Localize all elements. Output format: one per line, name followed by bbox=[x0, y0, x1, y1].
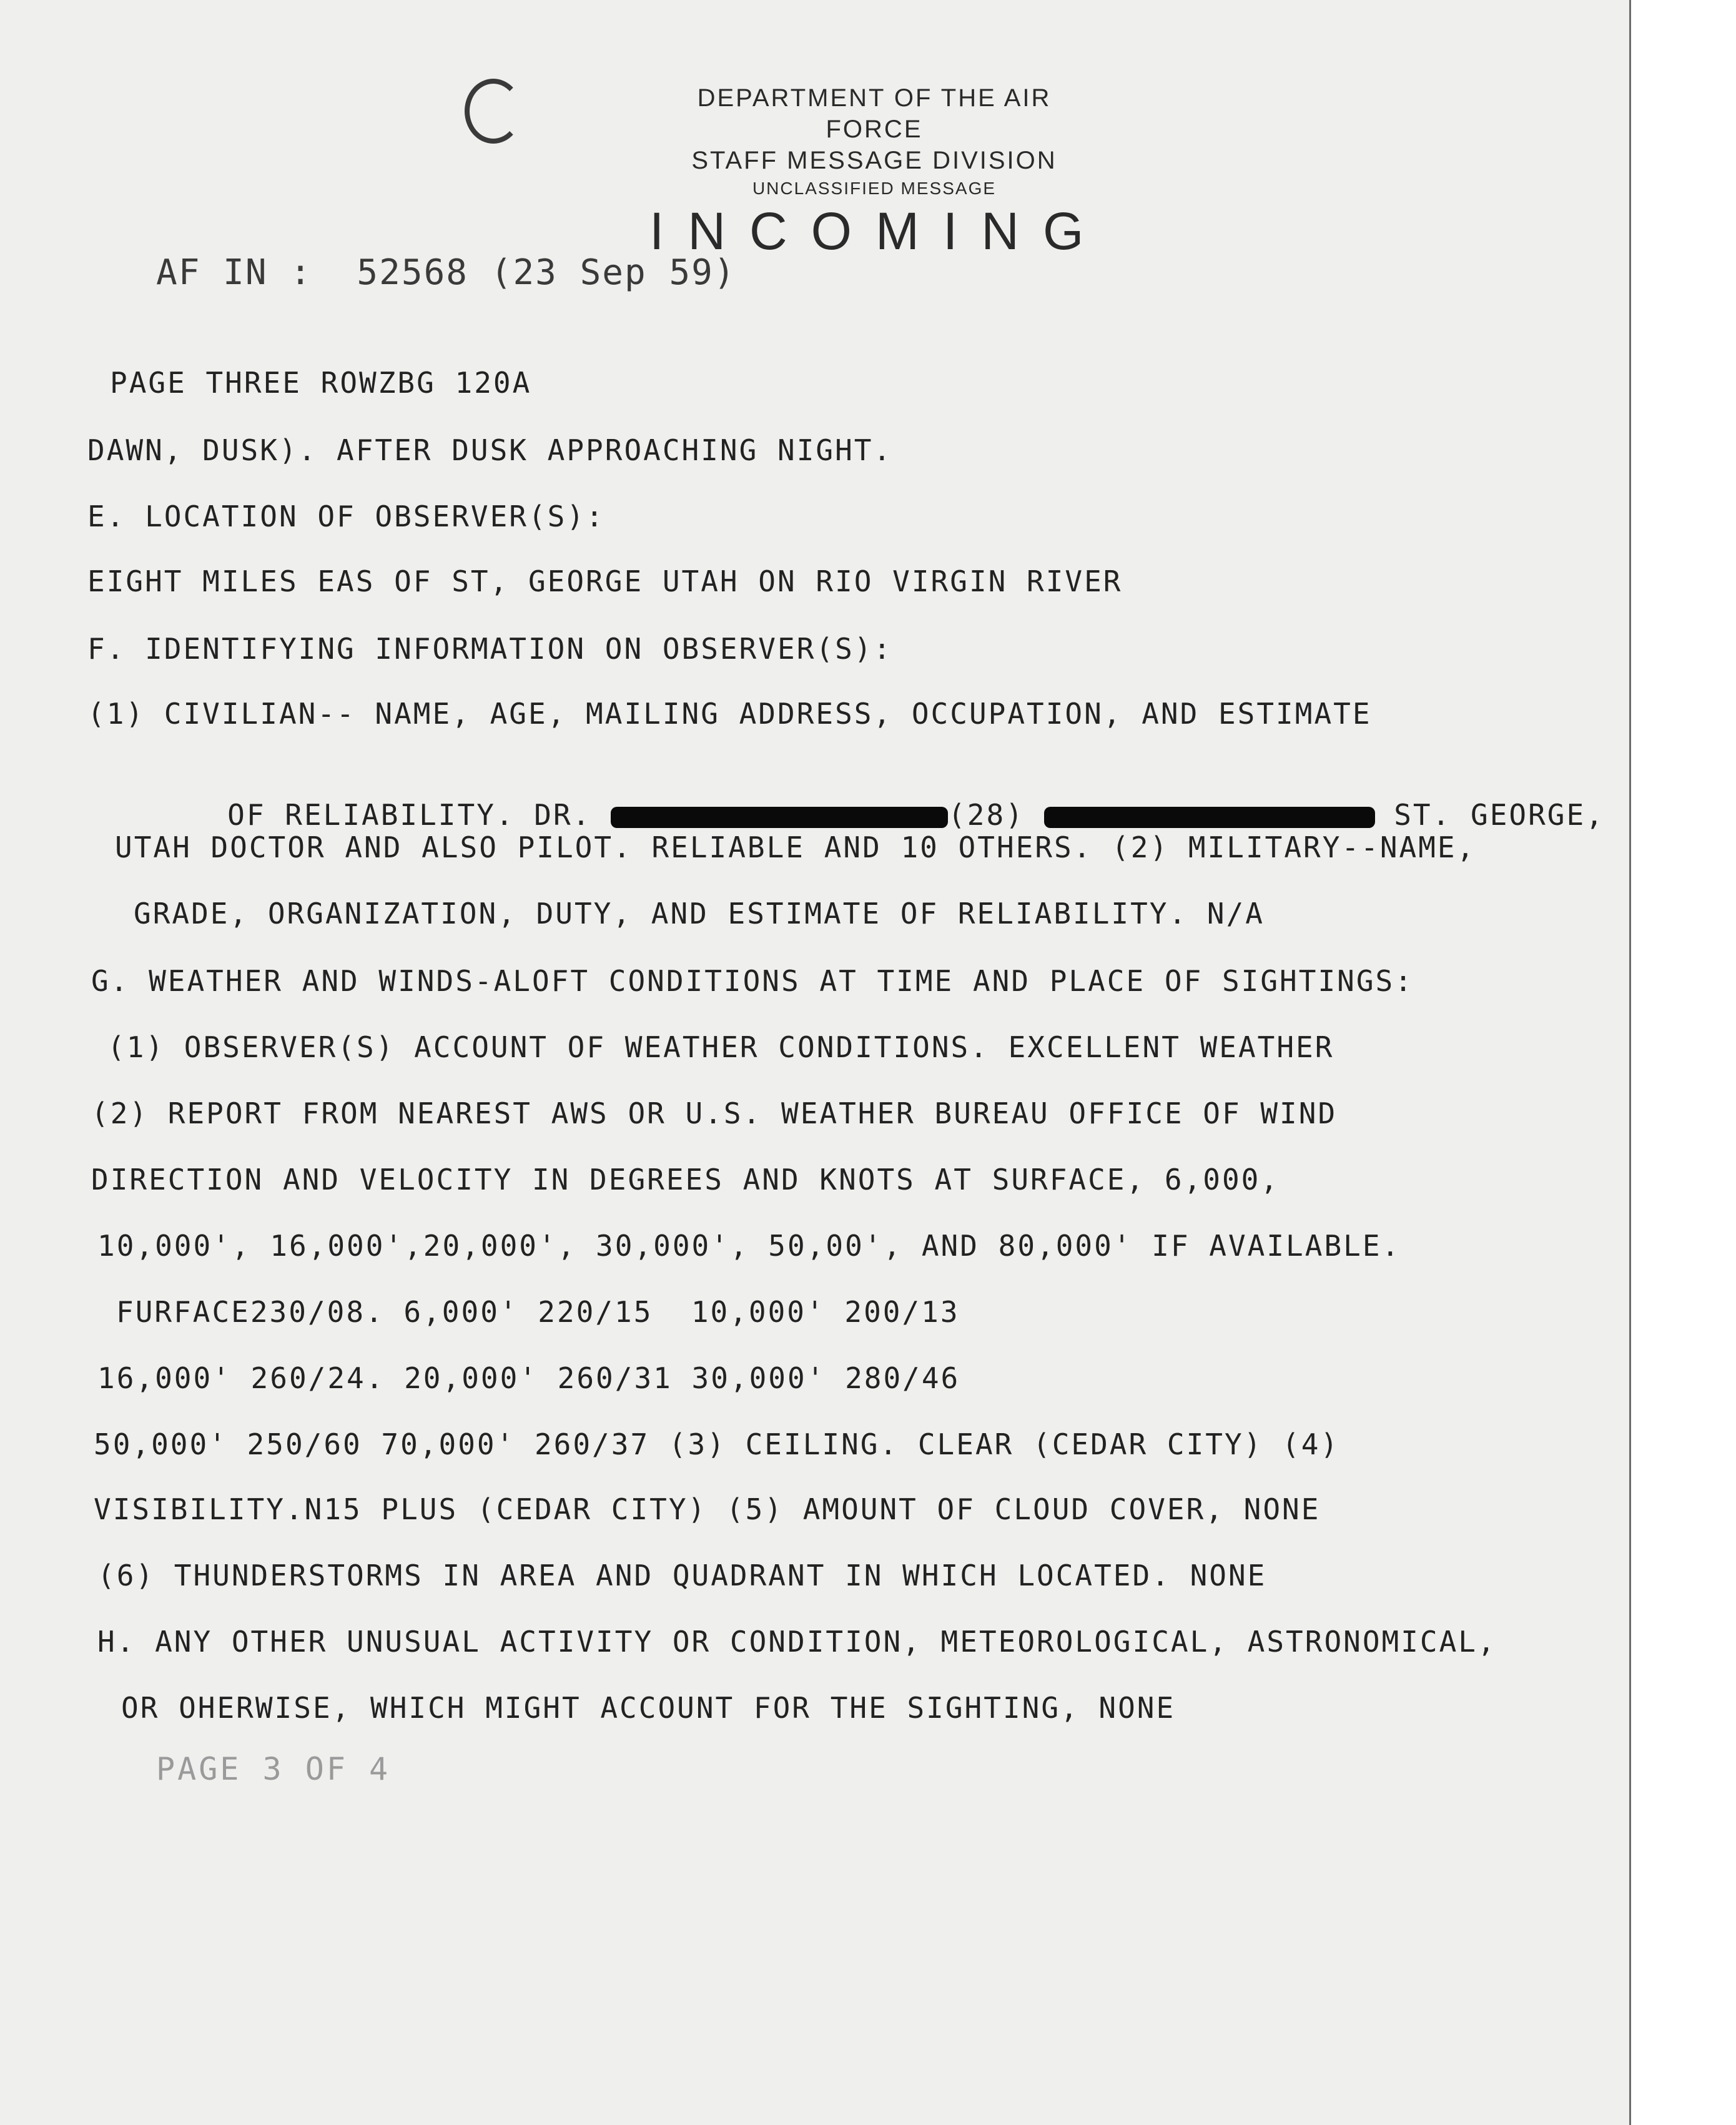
body-line: VISIBILITY.N15 PLUS (CEDAR CITY) (5) AMOUNT OF CLOUD COVER, NONE bbox=[94, 1492, 1321, 1526]
reliability-text-start: OF RELIABILITY. DR. bbox=[227, 798, 611, 832]
body-line: FURFACE230/08. 6,000' 220/15 10,000' 200/13 bbox=[116, 1295, 960, 1329]
body-line: UTAH DOCTOR AND ALSO PILOT. RELIABLE AND 10 OTHERS. (2) MILITARY--NAME, bbox=[115, 831, 1476, 864]
message-header bbox=[649, 82, 1108, 261]
body-line: E. LOCATION OF OBSERVER(S): bbox=[87, 500, 605, 533]
body-line: EIGHT MILES EAS OF ST, GEORGE UTAH ON RIO VIRGIN RIVER bbox=[87, 565, 1123, 598]
body-line: 10,000', 16,000',20,000', 30,000', 50,00', AND 80,000' IF AVAILABLE. bbox=[97, 1229, 1401, 1263]
body-line: H. ANY OTHER UNUSUAL ACTIVITY OR CONDITION, METEOROLOGICAL, ASTRONOMICAL, bbox=[97, 1625, 1497, 1659]
hole-punch-mark bbox=[465, 79, 522, 144]
department-title: DEPARTMENT OF THE AIR FORCE bbox=[697, 84, 1052, 143]
body-line: PAGE THREE ROWZBG 120A bbox=[110, 366, 532, 400]
body-line: 16,000' 260/24. 20,000' 260/31 30,000' 280/46 bbox=[97, 1361, 960, 1395]
classification-label: UNCLASSIFIED MESSAGE bbox=[752, 179, 997, 198]
body-line: DAWN, DUSK). AFTER DUSK APPROACHING NIGHT. bbox=[87, 433, 893, 467]
body-line: (6) THUNDERSTORMS IN AREA AND QUADRANT IN WHICH LOCATED. NONE bbox=[97, 1559, 1267, 1592]
body-line: (1) CIVILIAN-- NAME, AGE, MAILING ADDRESS, OCCUPATION, AND ESTIMATE bbox=[87, 697, 1372, 731]
reliability-text-end: ST. GEORGE, bbox=[1374, 798, 1605, 832]
body-line: F. IDENTIFYING INFORMATION ON OBSERVER(S): bbox=[87, 632, 893, 666]
reliability-text-age: (28) bbox=[948, 798, 1044, 832]
body-line: G. WEATHER AND WINDS-ALOFT CONDITIONS AT TIME AND PLACE OF SIGHTINGS: bbox=[91, 964, 1414, 998]
body-line: (1) OBSERVER(S) ACCOUNT OF WEATHER CONDITIONS. EXCELLENT WEATHER bbox=[107, 1030, 1334, 1064]
redaction-address bbox=[1044, 807, 1375, 828]
direction-label: INCOMING bbox=[649, 202, 1108, 260]
body-line: DIRECTION AND VELOCITY IN DEGREES AND KNOTS AT SURFACE, 6,000, bbox=[91, 1163, 1280, 1196]
body-line: OR OHERWISE, WHICH MIGHT ACCOUNT FOR THE SIGHTING, NONE bbox=[121, 1691, 1176, 1725]
division-title: STAFF MESSAGE DIVISION bbox=[691, 147, 1057, 174]
body-line: 50,000' 250/60 70,000' 260/37 (3) CEILING. CLEAR (CEDAR CITY) (4) bbox=[94, 1427, 1340, 1461]
redaction-name bbox=[611, 807, 948, 828]
af-in-number: AF IN : 52568 (23 Sep 59) bbox=[156, 252, 736, 293]
body-line: GRADE, ORGANIZATION, DUTY, AND ESTIMATE OF RELIABILITY. N/A bbox=[134, 897, 1265, 930]
body-line: (2) REPORT FROM NEAREST AWS OR U.S. WEATHER BUREAU OFFICE OF WIND bbox=[91, 1097, 1338, 1130]
page-number-stamp: PAGE 3 OF 4 bbox=[156, 1751, 391, 1787]
